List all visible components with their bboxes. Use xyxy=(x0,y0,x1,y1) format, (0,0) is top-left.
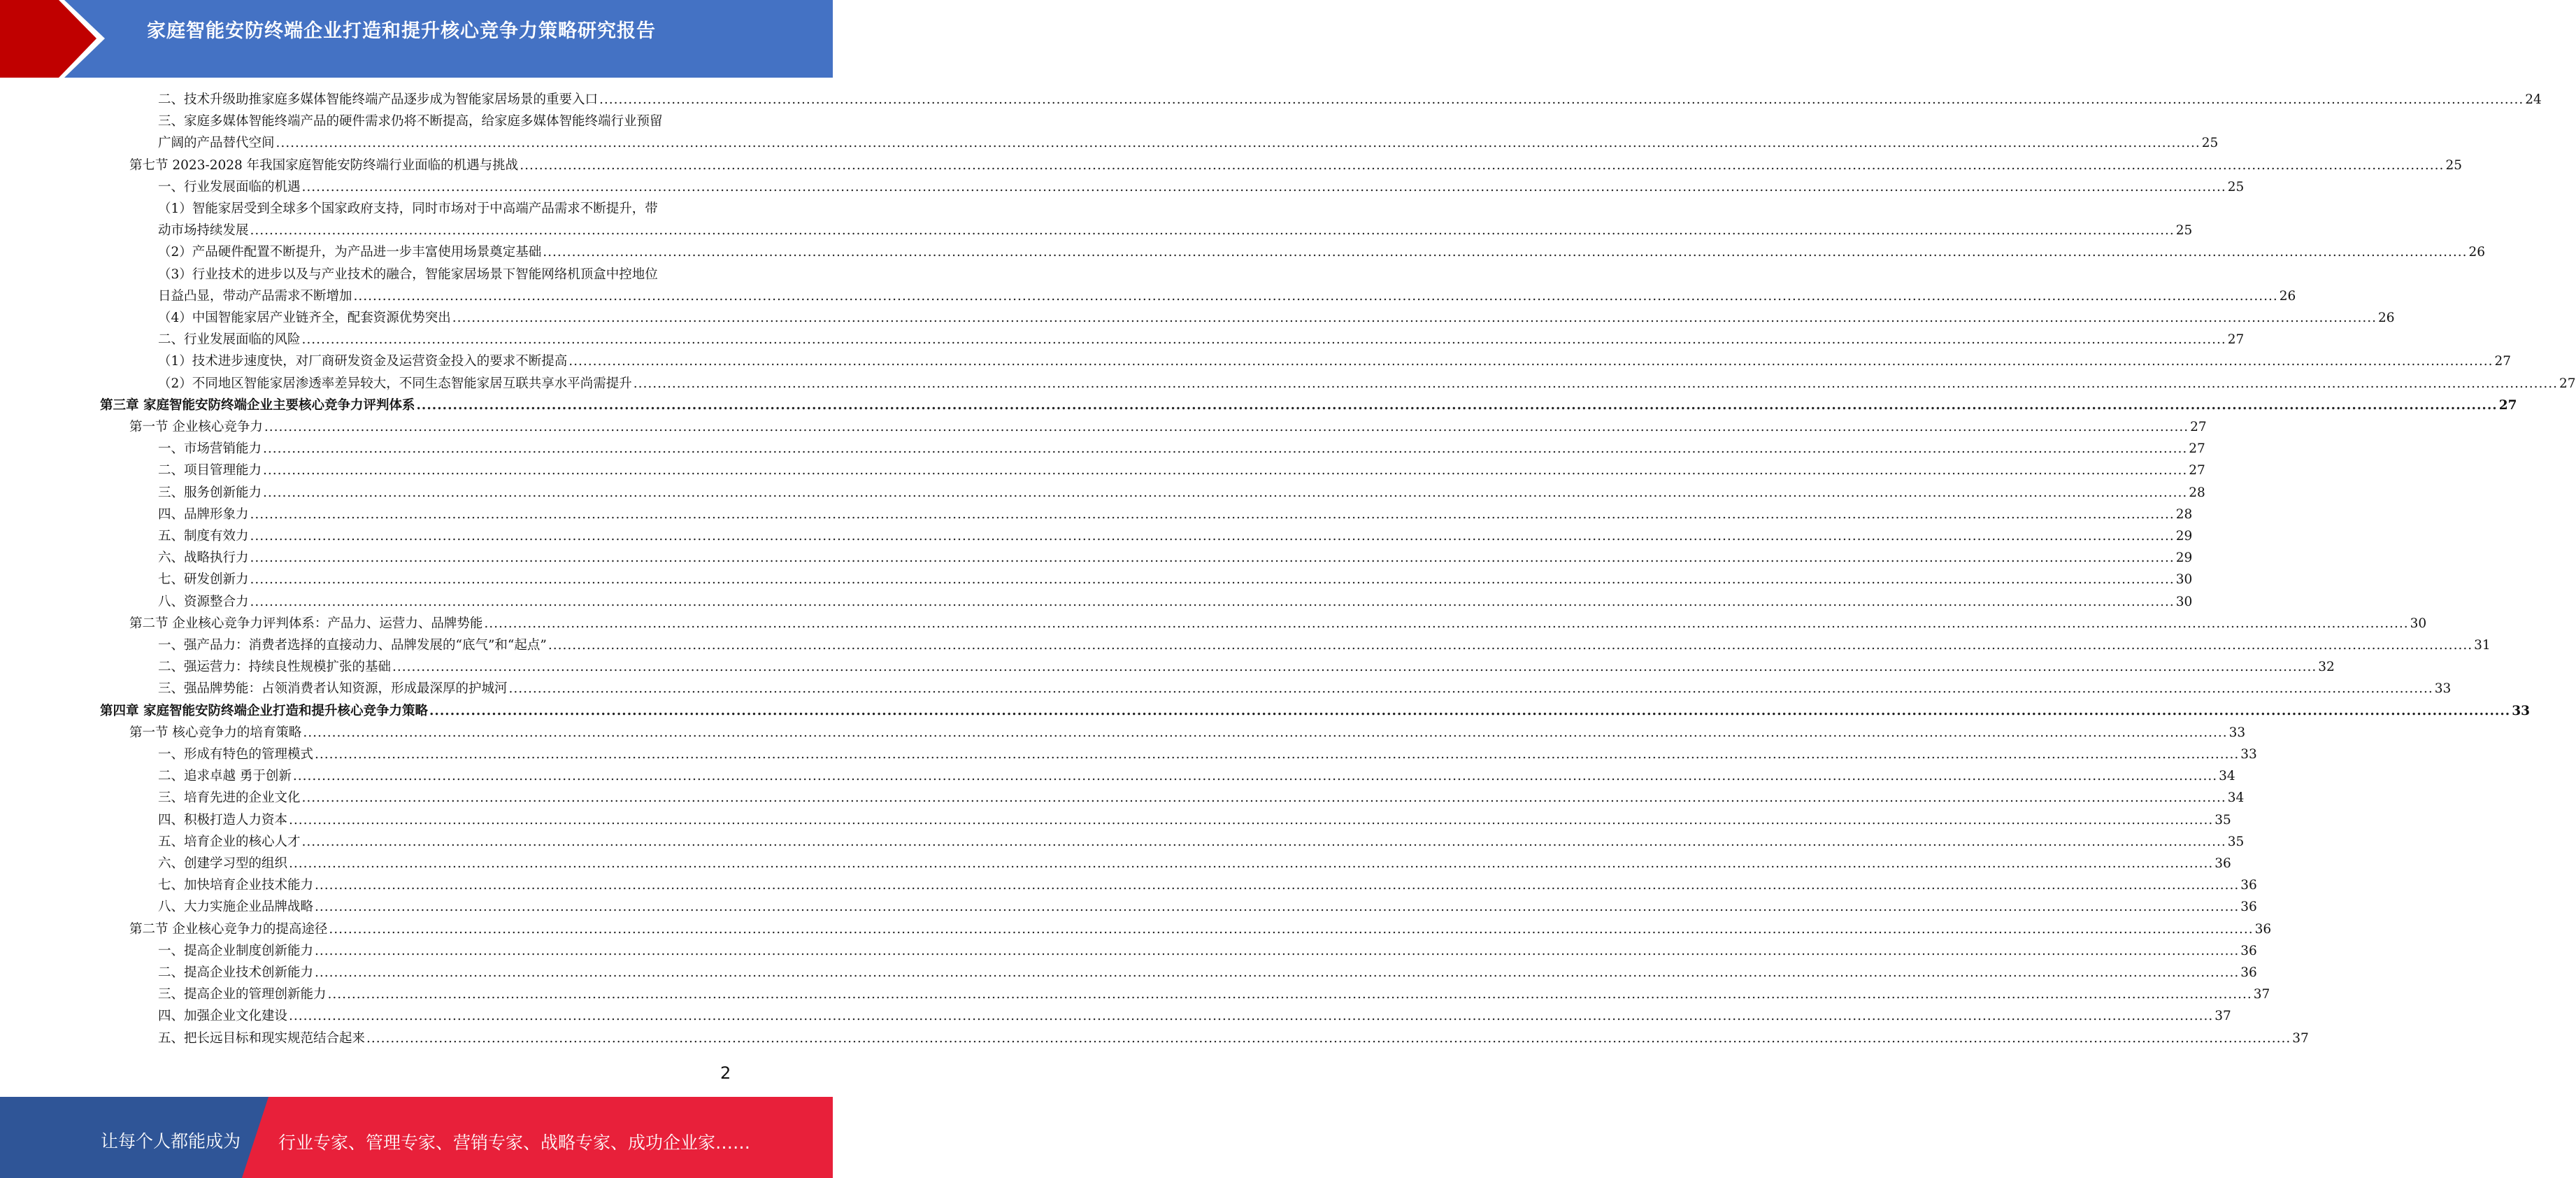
toc-dot-leader: ................................................................................................................................................................................................................................................................................................................................................................................................................ xyxy=(301,332,2226,348)
toc-page-number: 36 xyxy=(2240,943,2257,958)
toc-dot-leader: ................................................................................................................................................................................................................................................................................................................................................................................................................ xyxy=(315,943,2240,958)
toc-dot-leader: ................................................................................................................................................................................................................................................................................................................................................................................................................ xyxy=(392,660,2317,675)
toc-page-number: 36 xyxy=(2240,878,2257,893)
toc-page-number: 28 xyxy=(2189,485,2205,500)
toc-dot-leader: ................................................................................................................................................................................................................................................................................................................................................................................................................ xyxy=(315,965,2240,980)
page-number: 2 xyxy=(720,1063,731,1083)
toc-entry-title: 二、追求卓越 勇于创新 xyxy=(158,769,292,784)
toc-entry[interactable] xyxy=(158,89,2542,111)
toc-entry-title: 二、提高企业技术创新能力 xyxy=(158,965,314,980)
toc-entry[interactable] xyxy=(158,896,2257,918)
toc-page-number: 37 xyxy=(2292,1030,2309,1046)
toc-entry-title: 第二节 企业核心竞争力评判体系：产品力、运营力、品牌势能 xyxy=(129,616,483,631)
toc-dot-leader: ................................................................................................................................................................................................................................................................................................................................................................................................................ xyxy=(329,921,2254,937)
toc-dot-leader: ................................................................................................................................................................................................................................................................................................................................................................................................................ xyxy=(301,834,2226,849)
toc-page-number: 26 xyxy=(2378,311,2395,325)
toc-entry[interactable] xyxy=(158,656,2335,678)
toc-entry-title: 五、把长远目标和现实规范结合起来 xyxy=(158,1030,366,1046)
toc-entry-title: 一、行业发展面临的机遇 xyxy=(158,179,301,194)
toc-dot-leader: ................................................................................................................................................................................................................................................................................................................................................................................................................ xyxy=(263,463,2188,478)
toc-entry[interactable] xyxy=(158,765,2235,787)
toc-entry-title: 四、品牌形象力 xyxy=(158,506,249,522)
toc-entry[interactable] xyxy=(158,482,2205,504)
toc-dot-leader: ................................................................................................................................................................................................................................................................................................................................................................................................................ xyxy=(327,987,2252,1002)
header-arrow-decoration xyxy=(0,0,105,78)
toc-page-number: 30 xyxy=(2410,616,2427,631)
toc-dot-leader: ................................................................................................................................................................................................................................................................................................................................................................................................................ xyxy=(250,572,2175,588)
toc-entry[interactable] xyxy=(158,438,2205,460)
toc-page-number: 32 xyxy=(2318,660,2335,675)
toc-page-number: 29 xyxy=(2175,529,2193,544)
toc-dot-leader: ................................................................................................................................................................................................................................................................................................................................................................................................................ xyxy=(508,681,2433,697)
toc-entry-title: 八、大力实施企业品牌战略 xyxy=(158,900,314,915)
toc-dot-leader: ................................................................................................................................................................................................................................................................................................................................................................................................................ xyxy=(315,878,2240,893)
toc-page-number: 36 xyxy=(2240,965,2257,980)
toc-dot-leader: ................................................................................................................................................................................................................................................................................................................................................................................................................ xyxy=(484,616,2409,631)
toc-entry-title: 一、提高企业制度创新能力 xyxy=(158,943,314,958)
toc-entry[interactable] xyxy=(158,853,2231,874)
toc-dot-leader: ................................................................................................................................................................................................................................................................................................................................................................................................................ xyxy=(289,1009,2214,1024)
toc-entry-title: （4）中国智能家居产业链齐全，配套资源优势突出 xyxy=(158,311,451,325)
toc-page-number: 30 xyxy=(2175,572,2193,588)
toc-entry[interactable] xyxy=(158,984,2270,1005)
toc-dot-leader: ................................................................................................................................................................................................................................................................................................................................................................................................................ xyxy=(315,900,2240,915)
page-footer xyxy=(0,1097,833,1178)
toc-entry-title: 一、强产品力：消费者选择的直接动力、品牌发展的“底气”和“起点” xyxy=(158,638,547,653)
toc-entry[interactable] xyxy=(129,416,2207,438)
toc-entry-title: 第三章 家庭智能安防终端企业主要核心竞争力评判体系 xyxy=(100,397,415,413)
toc-entry-title: 动市场持续发展 xyxy=(158,223,249,239)
toc-entry[interactable] xyxy=(158,329,2245,350)
toc-entry[interactable] xyxy=(158,220,2193,241)
toc-dot-leader: ................................................................................................................................................................................................................................................................................................................................................................................................................ xyxy=(250,594,2175,609)
toc-dot-leader: ................................................................................................................................................................................................................................................................................................................................................................................................................ xyxy=(264,420,2189,434)
toc-entry-title: 八、资源整合力 xyxy=(158,594,249,609)
toc-entry-title: 七、研发创新力 xyxy=(158,572,249,588)
toc-entry[interactable] xyxy=(158,962,2257,984)
toc-entry[interactable] xyxy=(158,1028,2309,1049)
toc-entry-title: （2）产品硬件配置不断提升，为产品进一步丰富使用场景奠定基础 xyxy=(158,245,542,260)
toc-entry-title: 第一节 核心竞争力的培育策略 xyxy=(129,725,302,740)
toc-entry[interactable] xyxy=(129,155,2462,176)
toc-entry[interactable] xyxy=(158,132,2219,154)
toc-page-number: 29 xyxy=(2175,551,2193,566)
toc-entry-title: 三、家庭多媒体智能终端产品的硬件需求仍将不断提高，给家庭多媒体智能终端行业预留 xyxy=(158,114,663,129)
toc-page-number: 35 xyxy=(2227,834,2245,849)
toc-entry[interactable] xyxy=(158,504,2193,525)
toc-entry-title: 七、加快培育企业技术能力 xyxy=(158,878,314,893)
toc-page-number: 33 xyxy=(2434,681,2452,697)
toc-page-number: 27 xyxy=(2189,441,2205,457)
toc-dot-leader: ................................................................................................................................................................................................................................................................................................................................................................................................................ xyxy=(276,136,2201,151)
toc-dot-leader: ................................................................................................................................................................................................................................................................................................................................................................................................................ xyxy=(599,92,2524,107)
toc-dot-leader: ................................................................................................................................................................................................................................................................................................................................................................................................................ xyxy=(292,769,2218,784)
toc-page-number: 36 xyxy=(2240,900,2257,915)
toc-entry[interactable] xyxy=(158,940,2257,962)
toc-entry[interactable] xyxy=(129,722,2246,744)
toc-entry[interactable] xyxy=(158,307,2395,329)
toc-entry-title: 二、技术升级助推家庭多媒体智能终端产品逐步成为智能家居场景的重要入口 xyxy=(158,92,599,107)
toc-entry-line[interactable] xyxy=(158,198,733,220)
toc-entry-title: （1）智能家居受到全球多个国家政府支持，同时市场对于中高端产品需求不断提升，带 xyxy=(158,201,658,216)
toc-page-number: 35 xyxy=(2214,812,2231,828)
toc-entry-title: 日益凸显，带动产品需求不断增加 xyxy=(158,288,352,304)
toc-entry-title: 第四章 家庭智能安防终端企业打造和提升核心竞争力策略 xyxy=(100,703,428,718)
toc-entry-title: 二、强运营力：持续良性规模扩张的基础 xyxy=(158,660,392,675)
toc-page-number: 36 xyxy=(2214,856,2231,871)
toc-page-number: 27 xyxy=(2498,397,2517,413)
toc-entry[interactable] xyxy=(158,678,2452,700)
toc-entry[interactable] xyxy=(158,460,2205,481)
toc-page-number: 28 xyxy=(2175,506,2193,522)
toc-entry[interactable] xyxy=(158,874,2257,896)
toc-page-number: 33 xyxy=(2512,703,2530,718)
toc-entry[interactable] xyxy=(158,831,2245,853)
toc-page-number: 26 xyxy=(2279,288,2296,304)
report-title: 家庭智能安防终端企业打造和提升核心竞争力策略研究报告 xyxy=(147,20,656,42)
toc-entry[interactable] xyxy=(100,700,2530,722)
toc-page-number: 27 xyxy=(2190,420,2207,434)
toc-entry-title: 四、积极打造人力资本 xyxy=(158,812,288,828)
toc-entry-title: 二、行业发展面临的风险 xyxy=(158,332,301,348)
toc-entry[interactable] xyxy=(158,350,2512,372)
toc-entry[interactable] xyxy=(158,373,2576,395)
toc-dot-leader: ................................................................................................................................................................................................................................................................................................................................................................................................................ xyxy=(301,790,2226,806)
toc-page-number: 27 xyxy=(2494,354,2512,369)
toc-entry-title: 三、培育先进的企业文化 xyxy=(158,790,301,806)
toc-page-number: 25 xyxy=(2175,223,2193,239)
toc-entry[interactable] xyxy=(158,176,2245,198)
toc-page-number: 33 xyxy=(2240,747,2257,762)
toc-dot-leader: ................................................................................................................................................................................................................................................................................................................................................................................................................ xyxy=(633,376,2559,391)
footer-slogan-left: 让每个人都能成为 xyxy=(101,1131,241,1151)
toc-entry[interactable] xyxy=(158,285,2296,307)
toc-page-number: 34 xyxy=(2227,790,2245,806)
toc-dot-leader: ................................................................................................................................................................................................................................................................................................................................................................................................................ xyxy=(289,812,2214,828)
toc-page-number: 30 xyxy=(2175,594,2193,609)
toc-page-number: 25 xyxy=(2445,157,2462,173)
toc-page-number: 26 xyxy=(2468,245,2486,260)
toc-entry-title: 一、形成有特色的管理模式 xyxy=(158,747,314,762)
toc-page-number: 37 xyxy=(2253,987,2270,1002)
toc-entry[interactable] xyxy=(158,1005,2231,1027)
toc-dot-leader: ................................................................................................................................................................................................................................................................................................................................................................................................................ xyxy=(263,485,2188,500)
toc-entry-title: 三、服务创新能力 xyxy=(158,485,262,500)
toc-entry-title: 三、强品牌势能：占领消费者认知资源，形成最深厚的护城河 xyxy=(158,681,508,697)
toc-dot-leader: ................................................................................................................................................................................................................................................................................................................................................................................................................ xyxy=(289,856,2214,871)
toc-entry[interactable] xyxy=(158,809,2231,831)
toc-entry[interactable] xyxy=(158,634,2491,656)
toc-entry[interactable] xyxy=(158,241,2486,263)
toc-page-number: 25 xyxy=(2227,179,2245,194)
toc-entry-title: 一、市场营销能力 xyxy=(158,441,262,457)
toc-entry-title: 四、加强企业文化建设 xyxy=(158,1009,288,1024)
toc-entry-title: （2）不同地区智能家居渗透率差异较大，不同生态智能家居互联共享水平尚需提升 xyxy=(158,376,632,391)
toc-page-number: 27 xyxy=(2227,332,2245,348)
toc-dot-leader: ................................................................................................................................................................................................................................................................................................................................................................................................................ xyxy=(250,506,2175,522)
toc-page-number: 33 xyxy=(2228,725,2246,740)
toc-page-number: 37 xyxy=(2214,1009,2231,1024)
toc-entry-title: 第二节 企业核心竞争力的提高途径 xyxy=(129,921,328,937)
toc-dot-leader: ................................................................................................................................................................................................................................................................................................................................................................................................................ xyxy=(315,747,2240,762)
toc-dot-leader: ................................................................................................................................................................................................................................................................................................................................................................................................................ xyxy=(366,1030,2291,1046)
toc-entry[interactable] xyxy=(158,591,2193,613)
toc-entry-title: 第一节 企业核心竞争力 xyxy=(129,420,263,434)
toc-entry-title: 广阔的产品替代空间 xyxy=(158,136,275,151)
toc-entry[interactable] xyxy=(158,569,2193,590)
toc-dot-leader: ................................................................................................................................................................................................................................................................................................................................................................................................................ xyxy=(429,703,2511,718)
toc-dot-leader: ................................................................................................................................................................................................................................................................................................................................................................................................................ xyxy=(452,311,2377,325)
page-header xyxy=(0,0,833,78)
toc-dot-leader: ................................................................................................................................................................................................................................................................................................................................................................................................................ xyxy=(250,529,2175,544)
toc-entry[interactable] xyxy=(158,547,2193,569)
toc-page-number: 27 xyxy=(2559,376,2576,391)
toc-dot-leader: ................................................................................................................................................................................................................................................................................................................................................................................................................ xyxy=(301,179,2226,194)
toc-dot-leader: ................................................................................................................................................................................................................................................................................................................................................................................................................ xyxy=(416,397,2498,413)
toc-entry[interactable] xyxy=(129,613,2427,634)
toc-entry-line[interactable] xyxy=(158,264,733,285)
toc-dot-leader: ................................................................................................................................................................................................................................................................................................................................................................................................................ xyxy=(250,223,2175,239)
toc-page-number: 25 xyxy=(2201,136,2219,151)
toc-entry-title: （3）行业技术的进步以及与产业技术的融合，智能家居场景下智能网络机顶盒中控地位 xyxy=(158,267,658,282)
toc-entry[interactable] xyxy=(158,744,2257,765)
toc-page-number: 31 xyxy=(2474,638,2491,653)
toc-page-number: 36 xyxy=(2254,921,2272,937)
toc-dot-leader: ................................................................................................................................................................................................................................................................................................................................................................................................................ xyxy=(250,551,2175,566)
toc-entry-title: 五、培育企业的核心人才 xyxy=(158,834,301,849)
toc-entry-title: 二、项目管理能力 xyxy=(158,463,262,478)
toc-entry-title: 五、制度有效力 xyxy=(158,529,249,544)
toc-dot-leader: ................................................................................................................................................................................................................................................................................................................................................................................................................ xyxy=(353,288,2278,304)
toc-entry-title: 六、战略执行力 xyxy=(158,551,249,566)
toc-dot-leader: ................................................................................................................................................................................................................................................................................................................................................................................................................ xyxy=(303,725,2228,740)
toc-entry-title: 第七节 2023-2028 年我国家庭智能安防终端行业面临的机遇与挑战 xyxy=(129,157,519,173)
toc-page-number: 24 xyxy=(2525,92,2542,107)
toc-page-number: 27 xyxy=(2189,463,2205,478)
toc-entry-line[interactable] xyxy=(158,111,733,132)
toc-entry[interactable] xyxy=(158,525,2193,547)
toc-entry[interactable] xyxy=(100,395,2517,416)
footer-slogan-right: 行业专家、管理专家、营销专家、战略专家、成功企业家…… xyxy=(278,1133,751,1153)
toc-dot-leader: ................................................................................................................................................................................................................................................................................................................................................................................................................ xyxy=(568,354,2493,369)
toc-dot-leader: ................................................................................................................................................................................................................................................................................................................................................................................................................ xyxy=(548,638,2473,653)
toc-entry-title: 三、提高企业的管理创新能力 xyxy=(158,987,327,1002)
toc-dot-leader: ................................................................................................................................................................................................................................................................................................................................................................................................................ xyxy=(520,157,2445,173)
toc-entry-title: 六、创建学习型的组织 xyxy=(158,856,288,871)
toc-entry[interactable] xyxy=(129,918,2272,940)
toc-entry[interactable] xyxy=(158,787,2245,809)
toc-dot-leader: ................................................................................................................................................................................................................................................................................................................................................................................................................ xyxy=(543,245,2468,260)
toc-page-number: 34 xyxy=(2219,769,2235,784)
toc-entry-title: （1）技术进步速度快，对厂商研发资金及运营资金投入的要求不断提高 xyxy=(158,354,568,369)
toc-dot-leader: ................................................................................................................................................................................................................................................................................................................................................................................................................ xyxy=(263,441,2188,457)
